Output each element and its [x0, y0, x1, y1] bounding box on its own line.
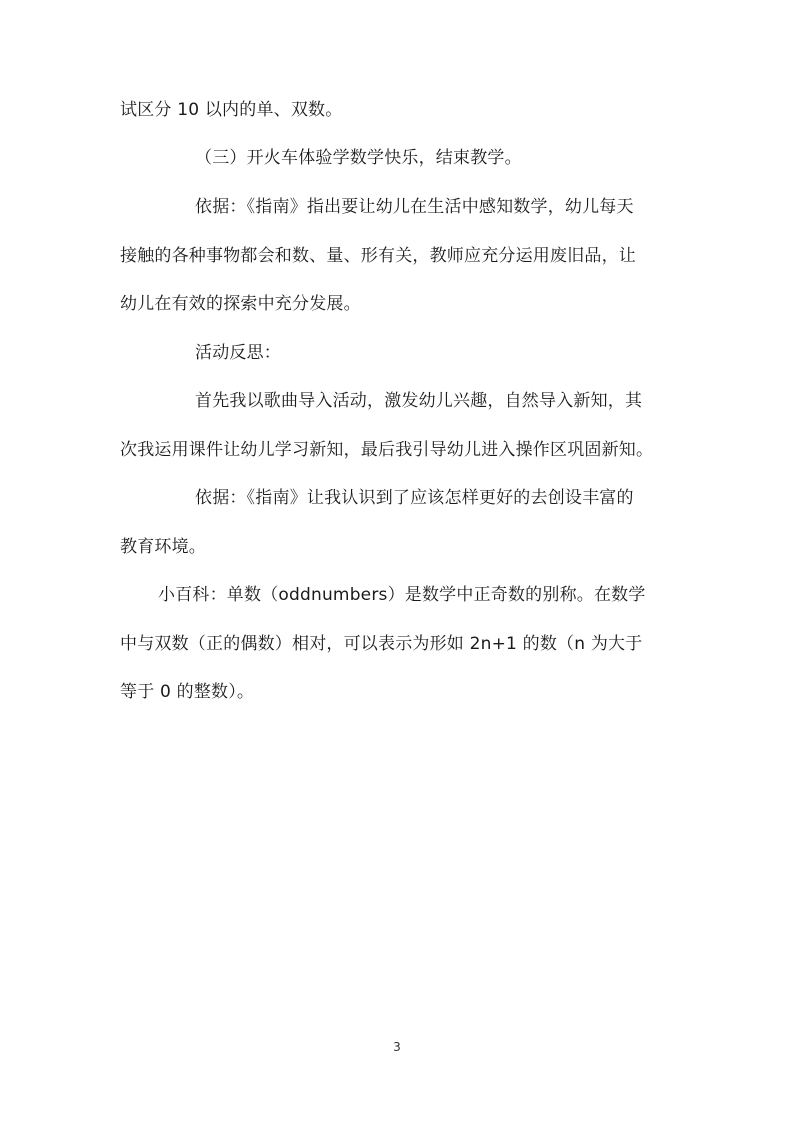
paragraph-line: 试区分 10 以内的单、双数。 — [120, 100, 343, 120]
section-heading: （三）开火车体验学数学快乐，结束教学。 — [195, 148, 522, 168]
paragraph-line: 接触的各种事物都会和数、量、形有关，教师应充分运用废旧品，让 — [120, 246, 636, 266]
page-number: 3 — [393, 1040, 401, 1054]
paragraph-line: 首先我以歌曲导入活动，激发幼儿兴趣，自然导入新知，其 — [195, 391, 643, 411]
paragraph-line: 依据：《指南》让我认识到了应该怎样更好的去创设丰富的 — [195, 488, 634, 508]
paragraph-line: 等于 0 的整数）。 — [120, 682, 255, 702]
paragraph-line: 次我运用课件让幼儿学习新知，最后我引导幼儿进入操作区巩固新知。 — [120, 440, 654, 460]
section-heading: 活动反思： — [195, 343, 281, 363]
paragraph-line: 教育环境。 — [120, 537, 206, 557]
paragraph-line: 依据：《指南》指出要让幼儿在生活中感知数学，幼儿每天 — [195, 197, 634, 217]
paragraph-line: 中与双数（正的偶数）相对，可以表示为形如 2n+1 的数（n 为大于 — [120, 634, 643, 654]
paragraph-line: 小百科：单数（oddnumbers）是数学中正奇数的别称。在数学 — [158, 585, 646, 605]
paragraph-line: 幼儿在有效的探索中充分发展。 — [120, 294, 361, 314]
